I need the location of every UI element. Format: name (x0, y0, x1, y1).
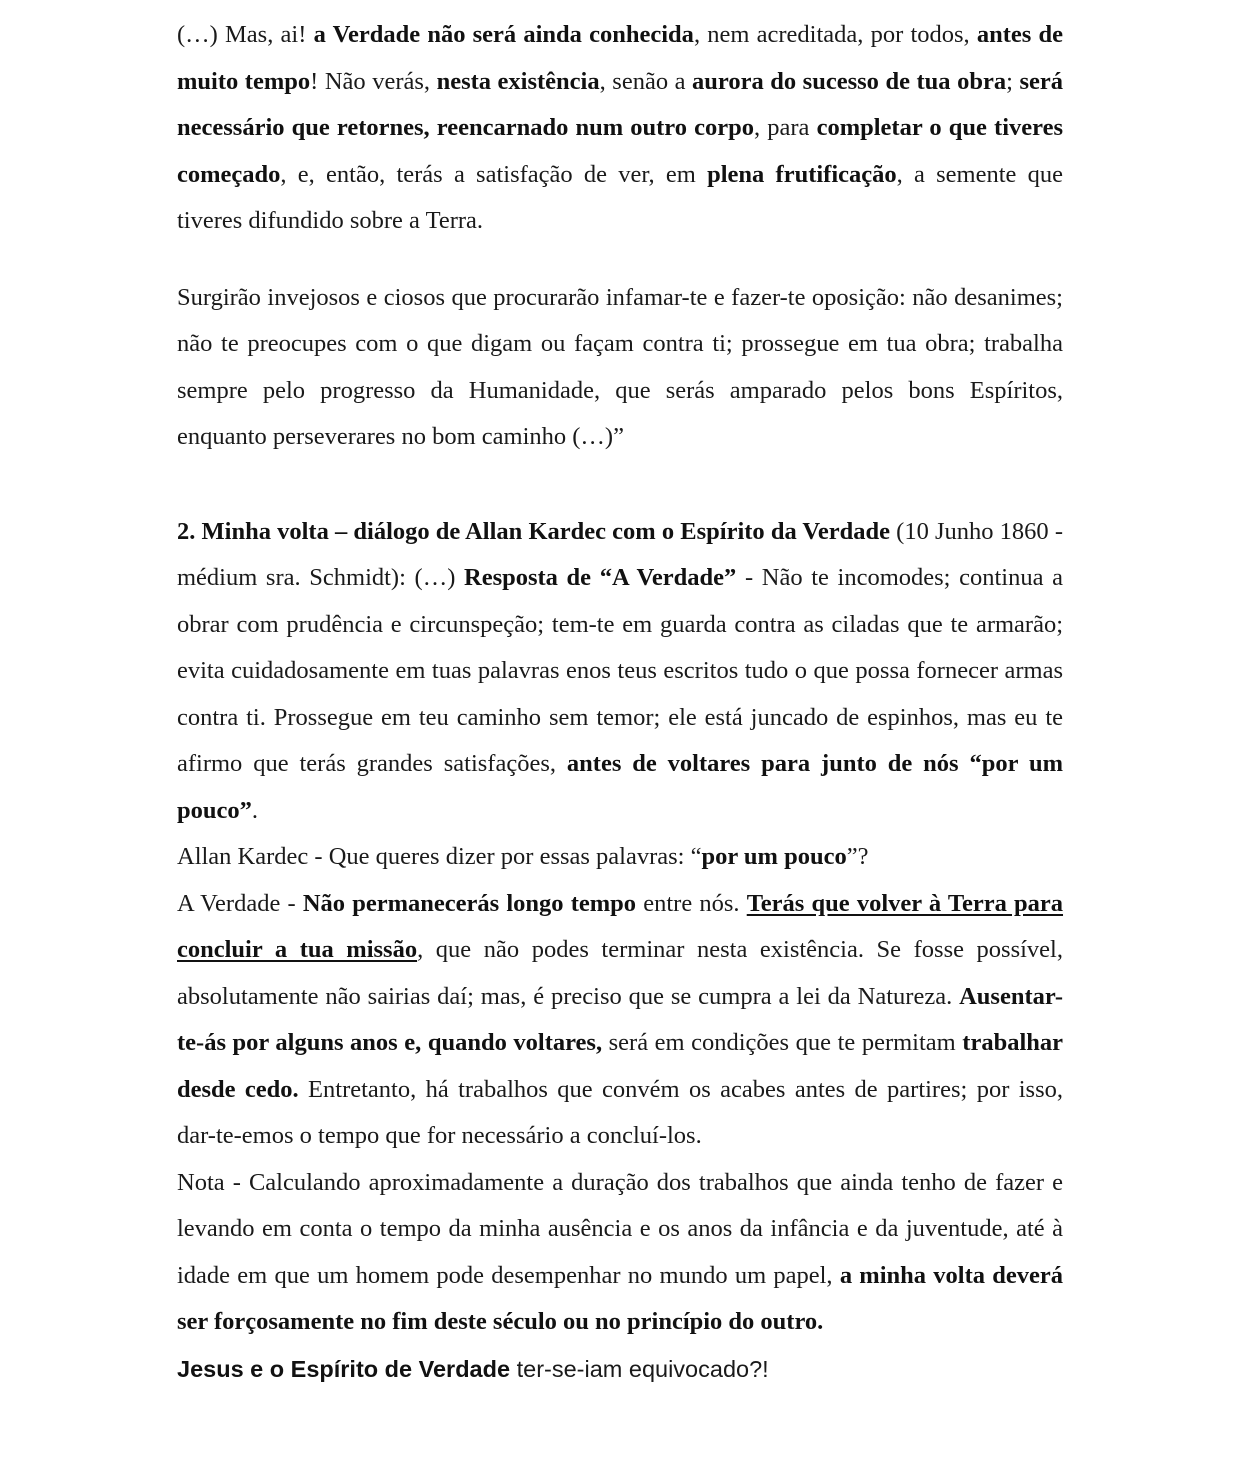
bold-run: completar o que tiveres começado (177, 114, 1063, 188)
text-run: Allan Kardec - Que queres dizer por essas palavras: “ (177, 843, 702, 870)
paragraph-spacer (177, 245, 1063, 275)
text-run: , nem acreditada, por todos, (693, 21, 977, 48)
bold-run: a minha volta deverá ser forçosamente no fim deste século ou no princípio do outro. (177, 1261, 1063, 1335)
text-run: Entretanto, há trabalhos que convém os acabes antes de partires; por isso, dar-te-emos o tempo que for necessário a concluí-los. (177, 1075, 1063, 1149)
paragraph-kardec-question (177, 834, 1063, 881)
paragraph-minha-volta (177, 509, 1063, 835)
text-run: será em condições que te permitam (602, 1029, 963, 1056)
bold-run: trabalhar desde cedo. (177, 1029, 1063, 1103)
text-run: - Não te incomodes; continua a obrar com prudência e circunspeção; tem-te em guarda contra as ciladas que te armarão; evita cuidadosamente em tuas palavras enos teus escritos tudo o que possa fornecer armas contra ti. Prossegue em teu caminho sem temor; ele está juncado de espinhos, mas eu te afirmo que terás grandes satisfações, (177, 564, 1063, 777)
text-run: Nota - Calculando aproximadamente a duração dos trabalhos que ainda tenho de fazer e levando em conta o tempo da minha ausência e os anos da infância e da juventude, até à idade em que um homem pode desempenhar no mundo um papel, (177, 1168, 1063, 1289)
text-run: ter-se-iam equivocado?! (510, 1355, 769, 1382)
text-run: (10 Junho 1860 - médium sra. Schmidt): (…) (177, 517, 1063, 591)
text-run: entre nós. (636, 889, 747, 917)
text-run: ! Não verás, (310, 67, 437, 95)
text-run: , a semente que tiveres difundido sobre a Terra. (177, 160, 1063, 234)
bold-run: Ausentar-te-ás por alguns anos e, quando voltares, (177, 982, 1063, 1056)
text-run: , senão a (599, 67, 693, 95)
paragraph-opposition: Surgirão invejosos e ciosos que procurarão infamar-te e fazer-te oposição: não desanimes; não te preocupes com o que digam ou façam contra ti; prossegue em tua obra; trabalha sempre pelo progresso da Humanidade, que serás amparado pelos bons Espíritos, enquanto perseverares no bom caminho (…)” (177, 283, 1063, 450)
bold-run: aurora do sucesso de tua obra (692, 67, 1007, 95)
text-run: , para (754, 114, 817, 141)
text-run: (…) Mas, ai! (177, 21, 314, 48)
bold-run: será necessário que retornes, reencarnado num outro corpo (177, 67, 1063, 141)
bold-run: nesta existência (436, 67, 600, 95)
underlined-bold-run: Terás que volver à Terra para concluir a tua missão (177, 889, 1064, 963)
text-run: ”? (846, 843, 869, 870)
bold-run: antes de muito tempo (177, 21, 1063, 95)
paragraph-verdade-answer (177, 881, 1063, 1160)
section-spacer (177, 461, 1063, 509)
text-run: , que não podes terminar nesta existência. Se fosse possível, absolutamente não sairias daí; mas, é preciso que se cumpra a lei da Natureza. (177, 936, 1063, 1010)
text-run: ; (1006, 67, 1020, 95)
text-run: . (251, 796, 259, 824)
text-run: A Verdade - (177, 889, 303, 917)
paragraph-nota (177, 1160, 1063, 1346)
bold-run: Resposta de “A Verdade” (464, 564, 737, 591)
paragraph-prophecy (177, 12, 1063, 245)
text-run: , e, então, terás a satisfação de ver, em (280, 160, 708, 188)
bold-run: a Verdade não será ainda conhecida (313, 21, 694, 48)
bold-run: Jesus e o Espírito de Verdade (177, 1355, 511, 1382)
bold-run: antes de voltares para junto de nós “por um pouco” (177, 750, 1063, 824)
section-heading: 2. Minha volta – diálogo de Allan Kardec com o Espírito da Verdade (177, 517, 890, 545)
bold-run: por um pouco (701, 843, 847, 870)
bold-run: Não permanecerás longo tempo (302, 889, 637, 917)
document-page (177, 12, 1063, 1392)
paragraph-closing-question (177, 1346, 1063, 1393)
bold-run: plena frutificação (707, 160, 897, 188)
